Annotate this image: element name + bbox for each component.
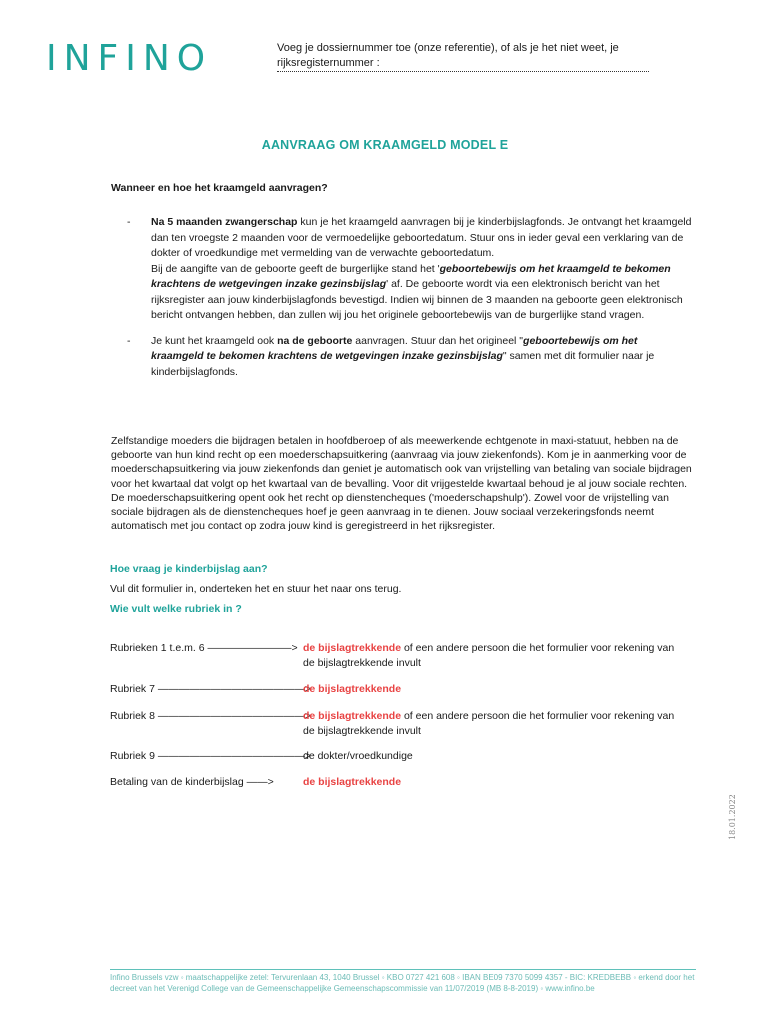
bullet-after-birth [127, 334, 692, 381]
dossier-note: Voeg je dossiernummer toe (onze referentie), of als je het niet weet, je rijksregisternummer : [277, 42, 619, 69]
how-heading: Hoe vraag je kinderbijslag aan? [110, 563, 268, 575]
rubriek-who: de bijslagtrekkende [303, 776, 402, 788]
footer-text: Infino Brussels vzw ◦ maatschappelijke zetel: Tervurenlaan 43, 1040 Brussel ◦ KBO 0727 421 608 ◦ IBAN BE09 7370 5099 4357 - BIC: KREDBEBB ◦ erkend door het decreet van het Verenigd College van de Gemeenschappelijke Gemeenschapscommissie van 11/07/2019 (MB 8-8-2019) ◦ www.infino.be [110, 973, 695, 993]
bullet-bold: na de geboorte [277, 334, 353, 347]
footer-divider [110, 969, 696, 970]
rubriek-label: Rubriek 8 ——————————————> [110, 710, 311, 722]
bullet-text: kun je het kraamgeld aanvragen bij je kinderbijslagfonds. Je ontvangt het kraamgeld dan ten vroegste 2 maanden voor de vermoedelijke geboortedatum. Stuur ons in ieder geval een verklaring van de dokter of vroedkundige met vermelding van de verwachte geboortedatum. [151, 216, 692, 259]
dossier-number-field[interactable] [277, 71, 649, 73]
form-title: AANVRAAG OM KRAAMGELD MODEL E [261, 138, 509, 152]
dash-icon: - [127, 334, 131, 347]
bullet-text: aanvragen. Stuur dan het origineel " [352, 334, 524, 347]
bullet-before-birth [127, 215, 692, 324]
self-employed-paragraph: Zelfstandige moeders die bijdragen betalen in hoofdberoep of als meewerkende echtgenote in maxi-statuut, hebben na de geboorte van hun kind recht op een moederschapsuitkering (aanvraag via jouw ziekenfonds). Kom je in aanmerking voor de moederschapsuitkering via jouw ziekenfonds dan geniet je automatisch ook van vrijstelling van betaling van sociale bijdragen voor het kwartaal dat volgt op het kwartaal van de bevalling. Voor dit vrijgestelde kwartaal behoud je al jouw sociale rechten. De moederschapsuitkering opent ook het recht op dienstencheques ('moederschapshulp'). Zowel voor de vrijstelling van sociale bijdragen als de dienstencheques hoef je geen aanvraag in te dienen. Jouw sociaal verzekeringsfonds neemt automatisch met jou contact op zodra jouw kind is geregistreerd in het rijksregister. [111, 435, 692, 533]
when-heading: Wanneer en hoe het kraamgeld aanvragen? [111, 182, 328, 194]
rubriek-who: de bijslagtrekkende of een andere persoon die het formulier voor rekening van de bijslagtrekkende invult [303, 642, 675, 669]
bullet-text: ' af. De geboorte wordt via een elektronisch bericht van het rijksregister aan jouw kinderbijslagfonds bevestigd. Indien wij binnen de 3 maanden na geboorte geen elektronisch bericht ontvangen hebben, dan zullen wij jou het originele geboortebewijs van de burgerlijke stand vragen. [151, 278, 683, 321]
who-heading: Wie vult welke rubriek in ? [110, 603, 242, 615]
how-text: Vul dit formulier in, onderteken het en stuur het naar ons terug. [110, 583, 402, 595]
bullet-italic: geboortebewijs om het kraamgeld te bekomen krachtens de wetgevingen inzake gezinsbijslag [151, 262, 671, 290]
rubriek-label: Rubriek 7 ——————————————> [110, 683, 311, 695]
bullet-bold: Na 5 maanden zwangerschap [151, 216, 298, 228]
bullet-text: Je kunt het kraamgeld ook [151, 334, 278, 347]
bullet-list [127, 215, 692, 390]
rubriek-label: Rubriek 9 ——————————————> [110, 750, 311, 762]
rubriek-who: de bijslagtrekkende of een andere persoon die het formulier voor rekening van de bijslagtrekkende invult [303, 710, 675, 737]
bullet-text: Bij de aangifte van de geboorte geeft de burgerlijke stand het ' [151, 262, 440, 275]
rubriek-label: Rubrieken 1 t.e.m. 6 ————————> [110, 642, 298, 654]
dash-icon: - [127, 216, 131, 228]
bullet-text: " samen met dit formulier naar je kinderbijslagfonds. [151, 350, 655, 378]
rubriek-who: de bijslagtrekkende [303, 683, 402, 695]
rubriek-label: Betaling van de kinderbijslag ——> [110, 776, 274, 788]
side-date: 18.01.2022 [728, 794, 737, 840]
rubriek-who: de dokter/vroedkundige [303, 750, 413, 762]
infino-logo: INFINO [46, 38, 213, 79]
bullet-italic: geboortebewijs om het kraamgeld te bekomen krachtens de wetgevingen inzake gezinsbijslag [151, 334, 638, 362]
